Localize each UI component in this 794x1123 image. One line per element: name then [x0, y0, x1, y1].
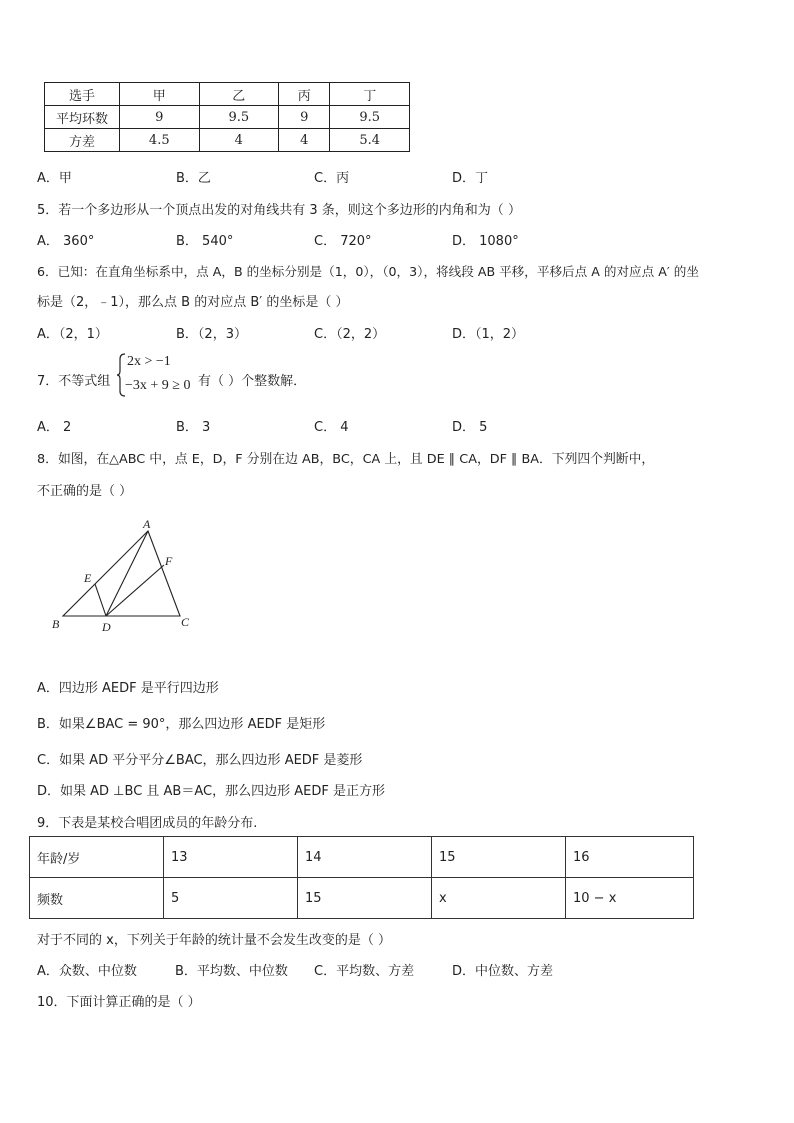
triangle-lines: [63, 531, 180, 616]
table-cell: 丙: [279, 83, 330, 106]
q6-option-a[interactable]: A．（2，1）: [37, 327, 108, 342]
triangle-figure: [40, 510, 210, 640]
triangle-abc: [63, 531, 180, 616]
question-8-text-line2: 不正确的是（ ）: [37, 484, 133, 499]
q7-option-a[interactable]: A． 2: [37, 420, 72, 435]
q8-option-c[interactable]: C．如果 AD 平分平分∠BAC，那么四边形 AEDF 是菱形: [37, 753, 363, 768]
table-row: [45, 83, 410, 106]
q5-option-c[interactable]: C． 720°: [314, 234, 372, 249]
q7-option-b[interactable]: B． 3: [176, 420, 211, 435]
q4-option-b[interactable]: B．乙: [176, 171, 211, 186]
table-cell: 年龄/岁: [30, 837, 164, 878]
q4-option-a[interactable]: A．甲: [37, 171, 72, 186]
q9-option-c[interactable]: C．平均数、方差: [314, 964, 415, 979]
table-row: [30, 837, 694, 878]
question-10-text: 10．下面计算正确的是（ ）: [37, 995, 201, 1010]
label-e: E: [84, 571, 92, 585]
inequality-2: −3x + 9 ≥ 0: [125, 378, 191, 393]
q6-option-c[interactable]: C．（2，2）: [314, 327, 386, 342]
table-cell: 丁: [330, 83, 410, 106]
table-cell: 10 − x: [566, 878, 694, 919]
q6-option-b[interactable]: B．（2，3）: [176, 327, 247, 342]
table-cell: 14: [298, 837, 432, 878]
table-cell: 方差: [45, 129, 120, 152]
q9-option-b[interactable]: B．平均数、中位数: [175, 964, 288, 979]
q7-option-c[interactable]: C． 4: [314, 420, 349, 435]
label-c: C: [181, 615, 190, 629]
inequality-1: 2x > −1: [127, 354, 171, 369]
table-row: [45, 106, 410, 129]
q5-option-d[interactable]: D． 1080°: [452, 234, 519, 249]
q8-option-a[interactable]: A．四边形 AEDF 是平行四边形: [37, 681, 219, 696]
segment-df: [106, 565, 164, 616]
q5-option-b[interactable]: B． 540°: [176, 234, 234, 249]
question-8-text-line1: 8．如图，在△ABC 中，点 E，D，F 分别在边 AB，BC，CA 上，且 DE ∥ CA，DF ∥ BA．下列四个判断中，: [37, 452, 655, 467]
table-cell: 甲: [120, 83, 200, 106]
table-cell: 15: [432, 837, 566, 878]
table-cell: x: [432, 878, 566, 919]
segment-ad: [106, 531, 148, 616]
table-cell: 5: [164, 878, 298, 919]
table-cell: 16: [566, 837, 694, 878]
q9-option-d[interactable]: D．中位数、方差: [452, 964, 554, 979]
shooter-stats-table: [44, 82, 410, 152]
question-6-text-line1: 6．已知：在直角坐标系中，点 A，B 的坐标分别是（1，0），（0，3），将线段 AB 平移，平移后点 A 的对应点 A′ 的坐: [37, 264, 699, 279]
table-cell: 9.5: [330, 106, 410, 129]
table-row: [45, 129, 410, 152]
q4-option-d[interactable]: D．丁: [452, 171, 489, 186]
label-b: B: [52, 617, 60, 631]
table-cell: 4.5: [120, 129, 200, 152]
table-cell: 9: [120, 106, 200, 129]
age-distribution-table: [29, 836, 694, 919]
segment-ed: [95, 584, 106, 616]
q7-option-d[interactable]: D． 5: [452, 420, 488, 435]
q4-option-c[interactable]: C．丙: [314, 171, 350, 186]
table-cell: 13: [164, 837, 298, 878]
question-6-text-line2: 标是（2，﹣1），那么点 B 的对应点 B′ 的坐标是（ ）: [37, 295, 349, 310]
question-5-text: 5．若一个多边形从一个顶点出发的对角线共有 3 条，则这个多边形的内角和为（ ）: [37, 203, 521, 218]
label-f: F: [165, 554, 173, 568]
q8-option-d[interactable]: D．如果 AD ⊥BC 且 AB＝AC，那么四边形 AEDF 是正方形: [37, 784, 385, 799]
label-a: A: [143, 517, 151, 531]
table-cell: 5.4: [330, 129, 410, 152]
table-cell: 9: [279, 106, 330, 129]
table-cell: 4: [199, 129, 279, 152]
table-cell: 选手: [45, 83, 120, 106]
table-cell: 4: [279, 129, 330, 152]
table-cell: 9.5: [199, 106, 279, 129]
table-cell: 15: [298, 878, 432, 919]
question-9-after-text: 对于不同的 x，下列关于年龄的统计量不会发生改变的是（ ）: [37, 933, 391, 948]
q8-option-b[interactable]: B．如果∠BAC = 90°，那么四边形 AEDF 是矩形: [37, 717, 326, 732]
label-d: D: [102, 620, 111, 634]
question-9-text: 9．下表是某校合唱团成员的年龄分布.: [37, 816, 258, 831]
question-7-prefix: 7．不等式组: [37, 374, 111, 389]
table-cell: 频数: [30, 878, 164, 919]
q6-option-d[interactable]: D．（1，2）: [452, 327, 525, 342]
q5-option-a[interactable]: A． 360°: [37, 234, 95, 249]
table-cell: 乙: [199, 83, 279, 106]
question-7-suffix: 有（ ）个整数解．: [198, 374, 307, 389]
table-cell: 平均环数: [45, 106, 120, 129]
q9-option-a[interactable]: A．众数、中位数: [37, 964, 137, 979]
table-row: [30, 878, 694, 919]
